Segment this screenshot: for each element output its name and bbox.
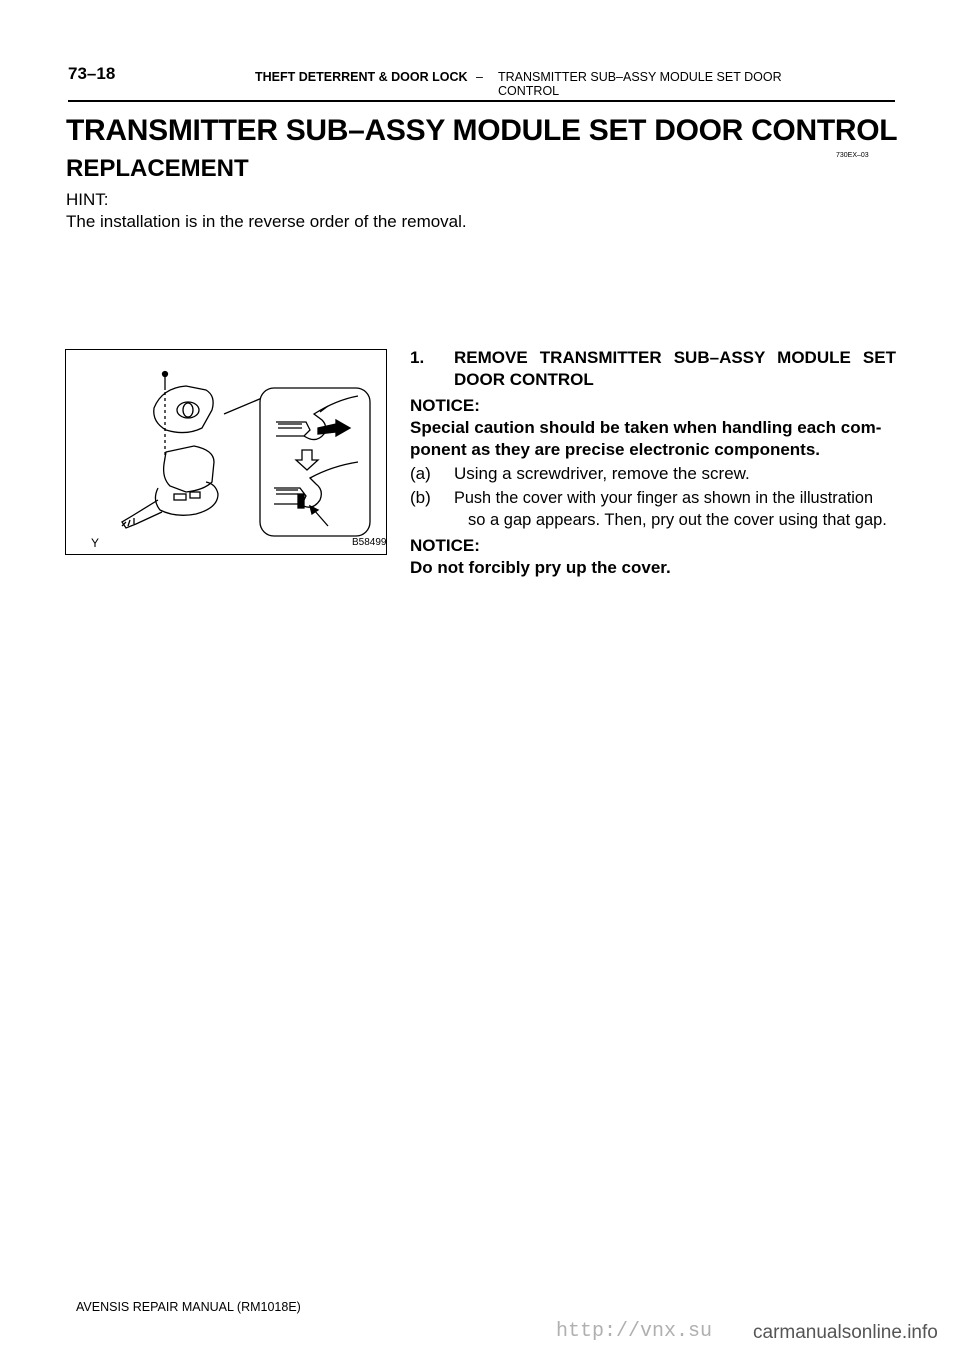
figure-id: B58499 — [352, 537, 387, 548]
header-dash: – — [476, 70, 483, 84]
footer-manual-title: AVENSIS REPAIR MANUAL (RM1018E) — [76, 1300, 301, 1314]
header-rule — [68, 100, 895, 102]
figure-corner-letter: Y — [91, 536, 100, 550]
header-section: THEFT DETERRENT & DOOR LOCK — [255, 70, 468, 84]
step-number: 1. — [410, 348, 425, 367]
illustration-figure — [65, 349, 387, 555]
substep-a-label: (a) — [410, 464, 431, 483]
watermark-site: carmanualsonline.info — [753, 1322, 938, 1343]
notice-text-line2: ponent as they are precise electronic components. — [410, 440, 821, 459]
section-title: REPLACEMENT — [66, 155, 249, 182]
page-number: 73–18 — [68, 64, 116, 83]
notice2-label: NOTICE: — [410, 536, 480, 555]
header-subsection-line2: CONTROL — [498, 84, 560, 98]
step-title-line1: REMOVE TRANSMITTER SUB–ASSY MODULE SET — [454, 348, 896, 367]
notice-label: NOTICE: — [410, 396, 480, 415]
key-transmitter-illustration — [66, 350, 388, 556]
page-title: TRANSMITTER SUB–ASSY MODULE SET DOOR CONTROL — [66, 114, 898, 147]
notice-text-line1: Special caution should be taken when handling each com- — [410, 418, 882, 437]
hint-label: HINT: — [66, 190, 109, 209]
substep-b-line2: so a gap appears. Then, pry out the cover using that gap. — [468, 511, 887, 529]
document-code: 730EX–03 — [836, 152, 869, 159]
header-subsection-line1: TRANSMITTER SUB–ASSY MODULE SET DOOR — [498, 70, 782, 84]
substep-b-label: (b) — [410, 488, 431, 507]
step-title-line2: DOOR CONTROL — [454, 370, 594, 389]
substep-b-line1: Push the cover with your finger as shown in the illustration — [454, 489, 874, 507]
watermark-link[interactable]: http://vnx.su — [556, 1320, 713, 1343]
notice2-text: Do not forcibly pry up the cover. — [410, 558, 671, 577]
substep-a-text: Using a screwdriver, remove the screw. — [454, 464, 750, 483]
hint-text: The installation is in the reverse order of the removal. — [66, 212, 467, 231]
